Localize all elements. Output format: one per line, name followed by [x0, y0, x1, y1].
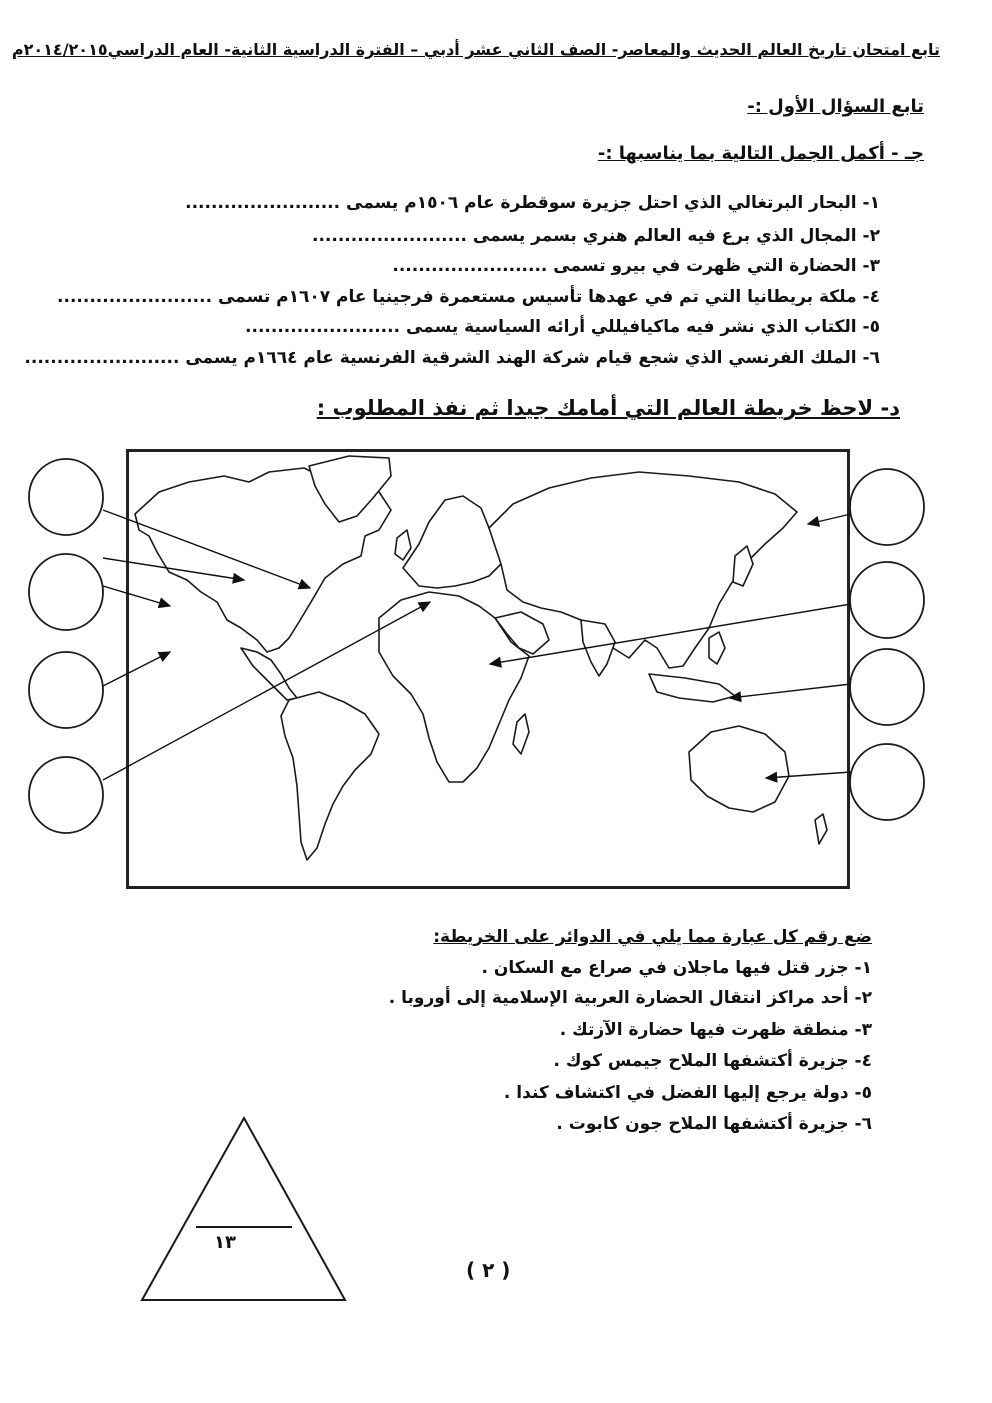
section-title: تابع السؤال الأول :-: [747, 96, 924, 117]
madagascar-shape: [513, 714, 529, 754]
answer-blank[interactable]: ........................: [185, 193, 341, 213]
instructions-title: ضع رقم كل عبارة مما يلي في الدوائر على الخريطة:: [433, 927, 872, 947]
question-text: ٢- المجال الذي برع فيه العالم هنري بسمر يسمى: [472, 226, 880, 246]
answer-circle-left-4[interactable]: [29, 757, 103, 833]
new-zealand-shape: [815, 814, 827, 844]
central-america-shape: [241, 648, 297, 700]
indonesia-shape: [649, 674, 735, 702]
answer-blank[interactable]: ........................: [392, 256, 548, 276]
question-item-3: [392, 256, 880, 276]
question-text: ٣- الحضارة التي ظهرت في بيرو تسمى: [553, 256, 880, 276]
page-number: ( ٢ ): [466, 1258, 511, 1282]
question-item-4: [57, 287, 880, 307]
uk-shape: [395, 530, 411, 560]
instruction-item-6: ٦- جزيرة أكتشفها الملاح جون كابوت .: [556, 1114, 872, 1134]
world-map-drawing: [129, 452, 847, 886]
answer-blank[interactable]: ........................: [312, 226, 467, 246]
question-text: ٤- ملكة بريطانيا التي تم في عهدها تأسيس مستعمرة فرجينيا عام ١٦٠٧م تسمى: [217, 287, 880, 307]
answer-blank[interactable]: ........................: [57, 287, 213, 307]
question-text: ١- البحار البرتغالي الذي احتل جزيرة سوقطرة عام ١٥٠٦م يسمى: [346, 193, 880, 213]
instruction-item-2: ٢- أحد مراكز انتقال الحضارة العربية الإسلامية إلى أوروبا .: [388, 988, 872, 1008]
question-text: ٦- الملك الفرنسي الذي شجع قيام شركة الهند الشرقية الفرنسية عام ١٦٦٤م يسمى: [185, 348, 880, 368]
question-item-5: [245, 317, 880, 337]
question-item-1: [185, 193, 880, 213]
answer-blank[interactable]: ........................: [245, 317, 401, 337]
score-triangle: [142, 1118, 345, 1300]
instruction-item-5: ٥- دولة يرجع إليها الفضل في اكتشاف كندا .: [503, 1083, 872, 1103]
answer-circle-left-2[interactable]: [29, 554, 103, 630]
world-map: [126, 449, 850, 889]
south-america-shape: [281, 692, 379, 860]
instruction-item-3: ٣- منطقة ظهرت فيها حضارة الآزتك .: [559, 1020, 872, 1040]
philippines-shape: [709, 632, 725, 664]
answer-circle-right-2[interactable]: [850, 562, 924, 638]
score-value: ١٣: [214, 1232, 236, 1253]
answer-blank[interactable]: ........................: [24, 348, 180, 368]
europe-shape: [403, 496, 501, 588]
question-item-2: [312, 226, 880, 246]
part-c-title: جـ - أكمل الجمل التالية بما يناسبها :-: [597, 143, 924, 164]
answer-circle-left-1[interactable]: [29, 459, 103, 535]
answer-circle-left-3[interactable]: [29, 652, 103, 728]
answer-circle-right-3[interactable]: [850, 649, 924, 725]
part-d-title: د- لاحظ خريطة العالم التي أمامك جيدا ثم نفذ المطلوب :: [316, 396, 900, 420]
answer-circle-right-4[interactable]: [850, 744, 924, 820]
instruction-item-4: ٤- جزيرة أكتشفها الملاح جيمس كوك .: [553, 1051, 872, 1071]
instruction-item-1: ١- جزر قتل فيها ماجلان في صراع مع السكان .: [481, 958, 872, 978]
exam-header: تابع امتحان تاريخ العالم الحديث والمعاصر- الصف الثاني عشر أدبي – الفترة الدراسية الثانية- العام الدراسي٢٠١٤/٢٠١٥م: [11, 40, 940, 59]
question-text: ٥- الكتاب الذي نشر فيه ماكيافيللي أرائه السياسية يسمى: [405, 317, 880, 337]
answer-circle-right-1[interactable]: [850, 469, 924, 545]
australia-shape: [689, 726, 789, 812]
question-item-6: [24, 348, 880, 368]
